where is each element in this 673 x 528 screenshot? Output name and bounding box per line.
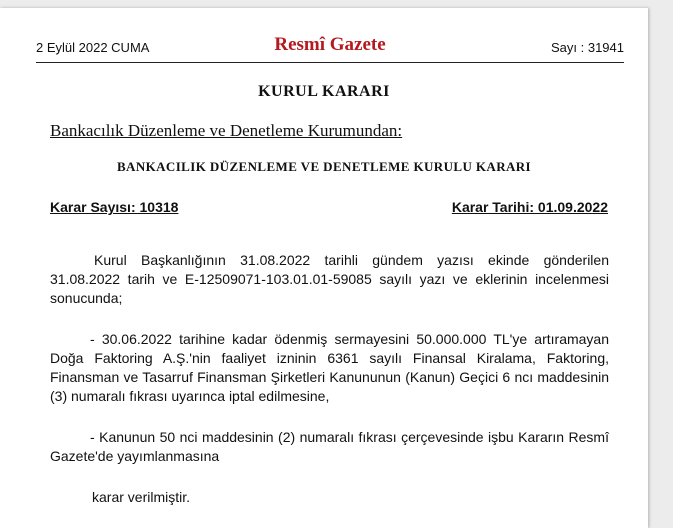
- gazette-title: Resmî Gazete: [274, 34, 386, 55]
- paragraph-publication: - Kanunun 50 nci maddesinin (2) numaralı fıkrası çerçevesinde işbu Kararın Resmî Gazete'de yayımlanmasına: [50, 429, 609, 464]
- gazette-page: [0, 8, 648, 528]
- issue-number: Sayı : 31941: [551, 40, 624, 55]
- decision-number: Karar Sayısı: 10318: [50, 199, 179, 215]
- board-decision-title: BANKACILIK DÜZENLEME VE DENETLEME KURULU KARARI: [116, 159, 532, 174]
- issue-date: 2 Eylül 2022 CUMA: [36, 40, 150, 55]
- decision-date: Karar Tarihi: 01.09.2022: [451, 199, 608, 215]
- paragraph-intro: Kurul Başkanlığının 31.08.2022 tarihli gündem yazısı ekinde gönderilen 31.08.2022 tarih ve E-12509071-103.01.01-59085 sayılı yazı ve eklerinin incelenmesi sonucunda;: [50, 252, 609, 306]
- gazette-header: [36, 34, 624, 63]
- paragraph-conclusion: karar verilmiştir.: [92, 489, 191, 505]
- paragraph-license-cancellation: - 30.06.2022 tarihine kadar ödenmiş sermayesini 50.000.000 TL'ye artıramayan Doğa Faktoring A.Ş.'nin faaliyet izninin 6361 sayılı Finansal Kiralama, Faktoring, Finansman ve Tasarruf Finansman Şirketleri Kanununun (Kanun) Geçici 6 ncı maddesinin (3) numaralı fıkrası uyarınca iptal edilmesine,: [50, 331, 609, 404]
- institution-name: Bankacılık Düzenleme ve Denetleme Kurumundan:: [50, 121, 403, 140]
- document-type: KURUL KARARI: [258, 83, 390, 100]
